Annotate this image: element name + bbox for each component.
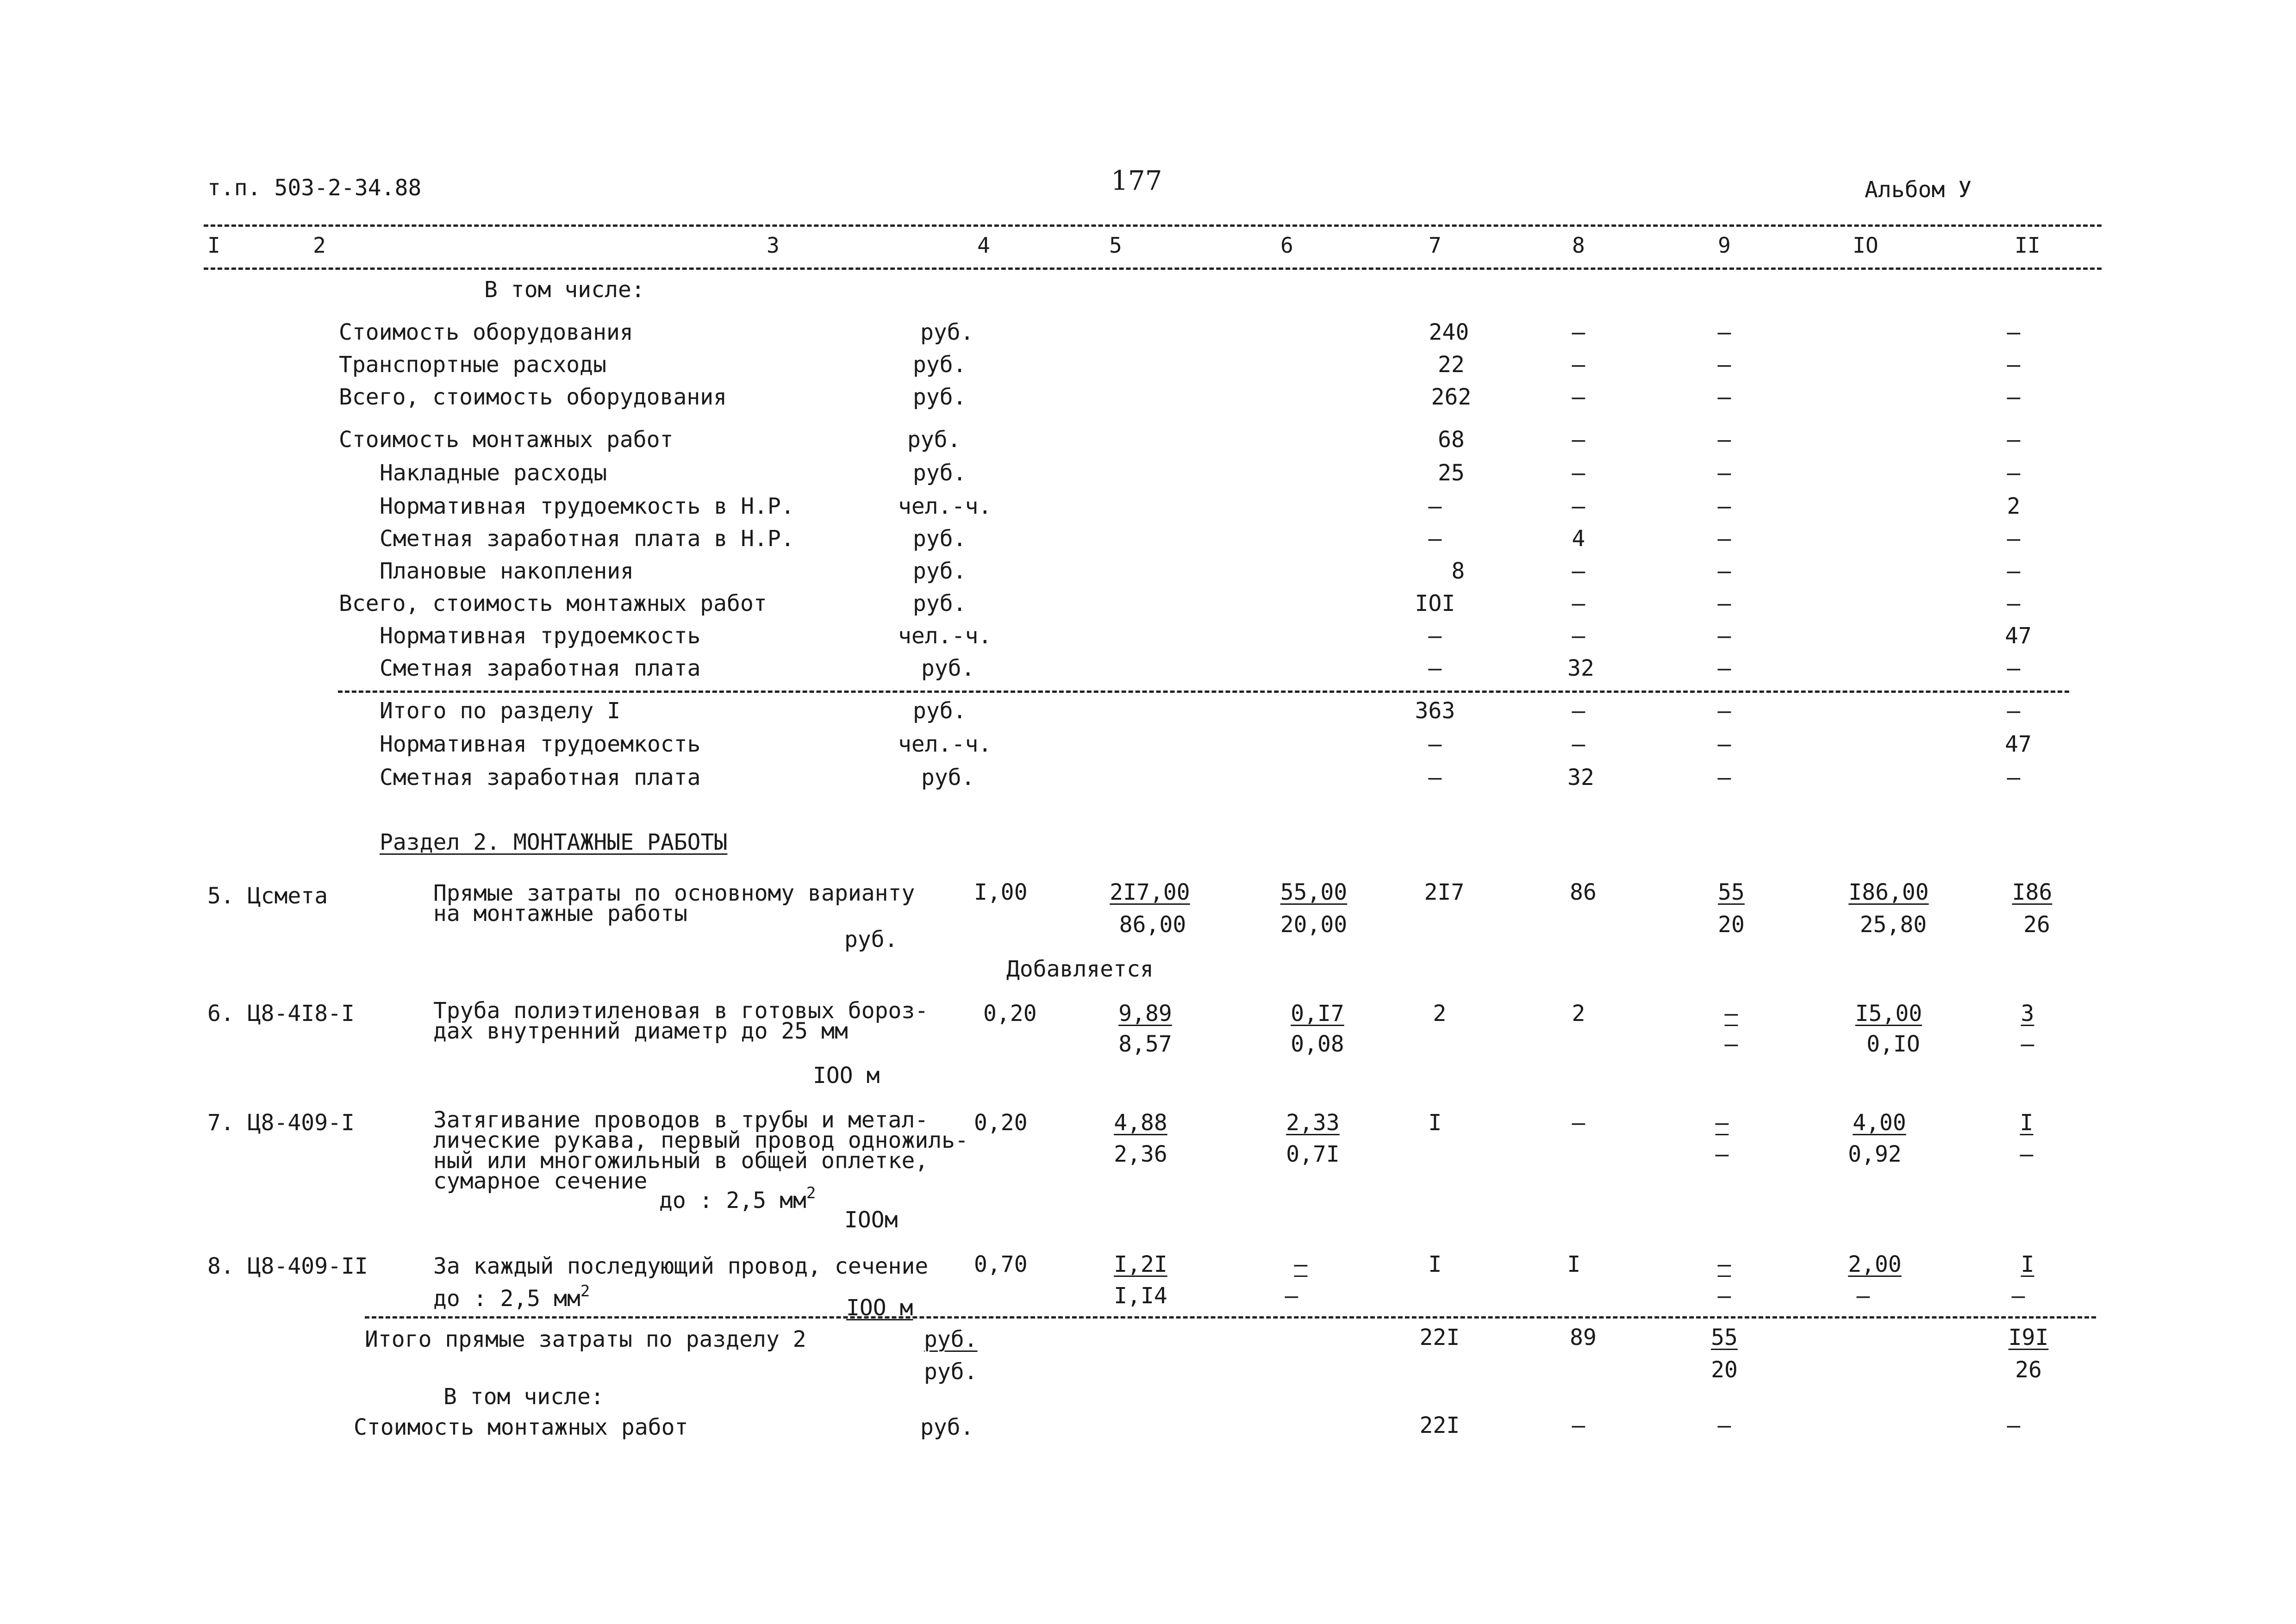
item-description-line: Прямые затраты по основному варианту: [433, 880, 915, 906]
item-c5-top: 9,89: [1118, 1001, 1172, 1027]
total-row-c8: 32: [1567, 765, 1594, 790]
summary-row-label: Стоимость монтажных работ: [339, 427, 674, 453]
total-row-c7: 363: [1415, 698, 1455, 724]
item-quantity: I,00: [974, 879, 1028, 905]
item-c8: –: [1572, 1110, 1585, 1136]
col-header-7: 7: [1429, 233, 1441, 258]
summary-row-label: Транспортные расходы: [339, 352, 606, 378]
item-c11-bottom: –: [2021, 1031, 2034, 1057]
item-c6-top: 2,33: [1286, 1110, 1340, 1136]
summary-row-label: Плановые накопления: [380, 558, 634, 584]
summary-row-c9: –: [1717, 623, 1731, 649]
item-c10-top: 4,00: [1853, 1110, 1906, 1136]
item-c8: I: [1567, 1251, 1581, 1277]
item-number: 8. Ц8-409-II: [207, 1253, 368, 1279]
col-header-5: 5: [1109, 233, 1122, 258]
summary-row-c7: 262: [1431, 384, 1472, 410]
total-row-c11: –: [2007, 698, 2021, 724]
item-quantity: 0,20: [974, 1110, 1028, 1136]
item-c11-bottom: –: [2011, 1283, 2025, 1309]
col-header-8: 8: [1572, 233, 1585, 258]
item-c11-bottom: –: [2020, 1141, 2034, 1167]
item-c10-top: I86,00: [1848, 879, 1929, 905]
item-c10-bottom: 0,92: [1848, 1141, 1902, 1167]
summary-row-c9: –: [1717, 493, 1731, 519]
summary-row-c7: 22: [1438, 352, 1465, 378]
item-description-tail: [433, 1282, 590, 1312]
item-c9-top: –: [1717, 1251, 1731, 1277]
item-c7: 2: [1433, 1001, 1447, 1027]
section-2-total-rule: [365, 1316, 2096, 1319]
superscript: 2: [806, 1184, 816, 1202]
section-2-total-c11-bottom: 26: [2015, 1357, 2042, 1383]
header-rule-bottom: [204, 268, 2102, 270]
summary-row-unit: чел.-ч.: [898, 623, 992, 649]
section-2-title: Раздел 2. МОНТАЖНЫЕ РАБОТЫ: [380, 829, 728, 855]
summary-row-c7: IOI: [1415, 591, 1455, 616]
item-number: 6. Ц8-4I8-I: [207, 1001, 355, 1027]
summary-2-c11: –: [2007, 1412, 2021, 1438]
summary-row-c8: –: [1572, 319, 1585, 345]
total-row-c9: –: [1717, 731, 1731, 757]
item-c8: 2: [1572, 1001, 1585, 1027]
summary-row-unit: руб.: [913, 591, 967, 616]
item-c6-bottom: –: [1285, 1283, 1298, 1309]
summary-row-c7: –: [1428, 623, 1442, 649]
summary-row-c9: –: [1717, 427, 1731, 453]
summary-2-c8: –: [1572, 1412, 1585, 1438]
summary-row-c11: –: [2007, 460, 2021, 486]
summary-row-c9: –: [1717, 319, 1731, 345]
item-c11-top: I: [2021, 1251, 2034, 1277]
summary-row-c11: –: [2007, 384, 2021, 410]
col-header-6: 6: [1280, 233, 1293, 258]
item-c6-bottom: 0,08: [1291, 1031, 1344, 1057]
item-description-tail: [659, 1184, 816, 1213]
item-unit: IOOм: [844, 1207, 898, 1233]
total-row-c7: –: [1428, 765, 1442, 790]
item-c9-bottom: –: [1715, 1141, 1729, 1167]
item-unit: IOO м: [846, 1295, 913, 1321]
summary-row-c9: –: [1717, 655, 1731, 681]
summary-row-c11: 47: [2005, 623, 2032, 649]
summary-2-intro: В том числе:: [443, 1384, 604, 1410]
summary-row-c11: –: [2007, 427, 2021, 453]
summary-row-c9: –: [1717, 591, 1731, 616]
summary-row-c9: –: [1717, 384, 1731, 410]
item-unit: руб.: [844, 927, 898, 952]
total-row-c11: –: [2007, 765, 2021, 790]
item-c9-top: 55: [1718, 879, 1745, 905]
summary-row-c11: –: [2007, 319, 2021, 345]
album-label: Альбом У: [1865, 177, 1972, 203]
section-1-total-rule: [338, 691, 2069, 693]
section-2-total-unit-second: руб.: [924, 1359, 978, 1385]
item-c6-top: 0,I7: [1291, 1001, 1344, 1027]
header-rule-top: [204, 224, 2102, 227]
summary-row-unit: руб.: [913, 526, 967, 552]
section-2-total-c8: 89: [1570, 1325, 1597, 1350]
item-c7: I: [1428, 1251, 1442, 1277]
item-c7: 2I7: [1424, 879, 1465, 905]
item-c5-top: I,2I: [1114, 1251, 1167, 1277]
item-c5-bottom: I,I4: [1114, 1283, 1167, 1309]
item-c8: 86: [1570, 879, 1597, 905]
summary-row-c8: –: [1572, 623, 1585, 649]
total-row-unit: руб.: [921, 765, 975, 790]
summary-2-c7: 22I: [1419, 1412, 1460, 1438]
item-description-line: Затягивание проводов в трубы и метал-: [433, 1107, 929, 1133]
item-description: [433, 998, 929, 1044]
item-c6-top: –: [1294, 1251, 1308, 1277]
total-row-c11: 47: [2005, 731, 2032, 757]
total-row-label: Итого по разделу I: [380, 698, 621, 724]
item-c5-bottom: 86,00: [1119, 912, 1186, 938]
section-2-total-label: Итого прямые затраты по разделу 2: [365, 1326, 806, 1352]
summary-row-c7: 68: [1438, 427, 1465, 453]
col-header-11: II: [2015, 233, 2040, 258]
col-header-4: 4: [977, 233, 990, 258]
cross-section-text: до : 2,5 мм: [433, 1286, 580, 1312]
summary-row-c7: 8: [1451, 558, 1465, 584]
summary-row-c11: –: [2007, 655, 2021, 681]
item-description-line: на монтажные работы: [433, 901, 688, 927]
summary-row-unit: руб.: [907, 427, 961, 453]
total-row-c8: –: [1572, 698, 1585, 724]
item-description-line: лические рукава, первый провод одножиль-: [433, 1127, 968, 1153]
summary-row-c8: –: [1572, 384, 1585, 410]
summary-row-c8: –: [1572, 558, 1585, 584]
summary-row-label: Нормативная трудоемкость: [380, 623, 701, 649]
total-row-c7: –: [1428, 731, 1442, 757]
summary-row-c7: –: [1428, 655, 1442, 681]
summary-row-c9: –: [1717, 558, 1731, 584]
item-quantity: 0,70: [974, 1251, 1028, 1277]
item-c9-bottom: 20: [1718, 912, 1745, 938]
col-header-2: 2: [313, 233, 326, 258]
summary-row-unit: руб.: [913, 384, 967, 410]
summary-row-c7: –: [1428, 526, 1442, 552]
summary-row-label: Всего, стоимость оборудования: [339, 384, 727, 410]
summary-row-c11: –: [2007, 591, 2021, 616]
col-header-1: I: [207, 233, 220, 258]
summary-row-label: Накладные расходы: [380, 460, 607, 486]
summary-row-c8: 32: [1567, 655, 1594, 681]
item-c11-top: 3: [2021, 1001, 2034, 1027]
section-2-total-unit: руб.: [924, 1326, 978, 1352]
item-c9-top: –: [1715, 1110, 1729, 1136]
total-row-c8: –: [1572, 731, 1585, 757]
total-row-label: Сметная заработная плата: [380, 765, 701, 790]
item-description-line: Труба полиэтиленовая в готовых бороз-: [433, 998, 929, 1024]
summary-2-label: Стоимость монтажных работ: [354, 1414, 688, 1440]
summary-row-unit: руб.: [921, 655, 975, 681]
item-c5-bottom: 2,36: [1114, 1141, 1167, 1167]
item-description: [433, 880, 915, 927]
item-number: 7. Ц8-409-I: [207, 1110, 355, 1136]
summary-row-unit: руб.: [920, 319, 974, 345]
item-quantity: 0,20: [983, 1001, 1037, 1027]
summary-row-label: Сметная заработная плата в Н.Р.: [380, 526, 794, 552]
total-row-label: Нормативная трудоемкость: [380, 731, 701, 757]
summary-intro: В том числе:: [484, 277, 645, 303]
item-c11-top: I: [2020, 1110, 2034, 1136]
added-label: Добавляется: [1006, 956, 1154, 982]
col-header-10: IO: [1853, 233, 1878, 258]
item-c10-bottom: 0,IO: [1866, 1031, 1920, 1057]
page-number: 177: [1111, 165, 1162, 196]
item-c9-bottom: –: [1724, 1031, 1738, 1057]
section-2-total-c7: 22I: [1419, 1325, 1460, 1350]
item-c10-top: I5,00: [1855, 1001, 1922, 1027]
section-2-total-c9-top: 55: [1711, 1325, 1738, 1350]
total-row-c9: –: [1717, 765, 1731, 790]
summary-row-c7: –: [1428, 493, 1442, 519]
item-c6-bottom: 0,7I: [1286, 1141, 1340, 1167]
summary-row-c8: –: [1572, 591, 1585, 616]
cross-section-text: до : 2,5 мм: [659, 1188, 806, 1213]
summary-row-unit: руб.: [913, 460, 967, 486]
summary-row-unit: руб.: [913, 558, 967, 584]
item-c5-bottom: 8,57: [1118, 1031, 1172, 1057]
summary-row-c9: –: [1717, 526, 1731, 552]
superscript: 2: [580, 1282, 590, 1300]
item-c10-top: 2,00: [1848, 1251, 1902, 1277]
item-c11-bottom: 26: [2023, 912, 2050, 938]
summary-row-c7: 240: [1429, 319, 1469, 345]
summary-row-label: Нормативная трудоемкость в Н.Р.: [380, 493, 794, 519]
section-2-total-c9-bottom: 20: [1711, 1357, 1738, 1383]
col-header-3: 3: [767, 233, 780, 258]
item-c11-top: I86: [2012, 879, 2053, 905]
summary-row-c8: –: [1572, 493, 1585, 519]
summary-row-c11: 2: [2007, 493, 2021, 519]
summary-row-c8: –: [1572, 427, 1585, 453]
total-row-unit: чел.-ч.: [898, 731, 992, 757]
item-c6-top: 55,00: [1280, 879, 1348, 905]
item-description-line: За каждый последующий провод, сечение: [433, 1253, 929, 1279]
item-description: [433, 1107, 968, 1194]
summary-row-label: Стоимость оборудования: [339, 319, 633, 345]
summary-row-unit: чел.-ч.: [898, 493, 992, 519]
item-c5-top: 4,88: [1114, 1110, 1167, 1136]
item-description-line: дах внутренний диаметр до 25 мм: [433, 1018, 848, 1044]
summary-2-unit: руб.: [920, 1414, 974, 1440]
summary-row-c7: 25: [1438, 460, 1465, 486]
project-code: т.п. 503-2-34.88: [207, 175, 422, 201]
summary-row-c8: 4: [1572, 526, 1585, 552]
item-unit: IOO м: [813, 1063, 880, 1089]
summary-row-c11: –: [2007, 352, 2021, 378]
item-c10-bottom: –: [1856, 1283, 1870, 1309]
item-description-line: ный или многожильный в общей оплетке,: [433, 1148, 929, 1174]
summary-row-c11: –: [2007, 558, 2021, 584]
summary-row-label: Всего, стоимость монтажных работ: [339, 591, 767, 616]
item-c6-bottom: 20,00: [1280, 912, 1348, 938]
summary-row-unit: руб.: [913, 352, 967, 378]
item-number: 5. Цсмета: [207, 883, 328, 909]
section-2-total-c11-top: I9I: [2008, 1325, 2049, 1350]
total-row-c9: –: [1717, 698, 1731, 724]
col-header-9: 9: [1718, 233, 1731, 258]
summary-row-c8: –: [1572, 460, 1585, 486]
summary-2-c9: –: [1717, 1412, 1731, 1438]
item-c9-top: –: [1724, 1001, 1738, 1027]
total-row-unit: руб.: [913, 698, 967, 724]
item-c7: I: [1428, 1110, 1442, 1136]
item-c9-bottom: –: [1717, 1283, 1731, 1309]
summary-row-c8: –: [1572, 352, 1585, 378]
item-c5-top: 2I7,00: [1110, 879, 1190, 905]
item-description-line: сумарное сечение: [433, 1168, 648, 1194]
item-c10-bottom: 25,80: [1859, 912, 1927, 938]
summary-row-c9: –: [1717, 352, 1731, 378]
summary-row-c11: –: [2007, 526, 2021, 552]
summary-row-label: Сметная заработная плата: [380, 655, 701, 681]
summary-row-c9: –: [1717, 460, 1731, 486]
